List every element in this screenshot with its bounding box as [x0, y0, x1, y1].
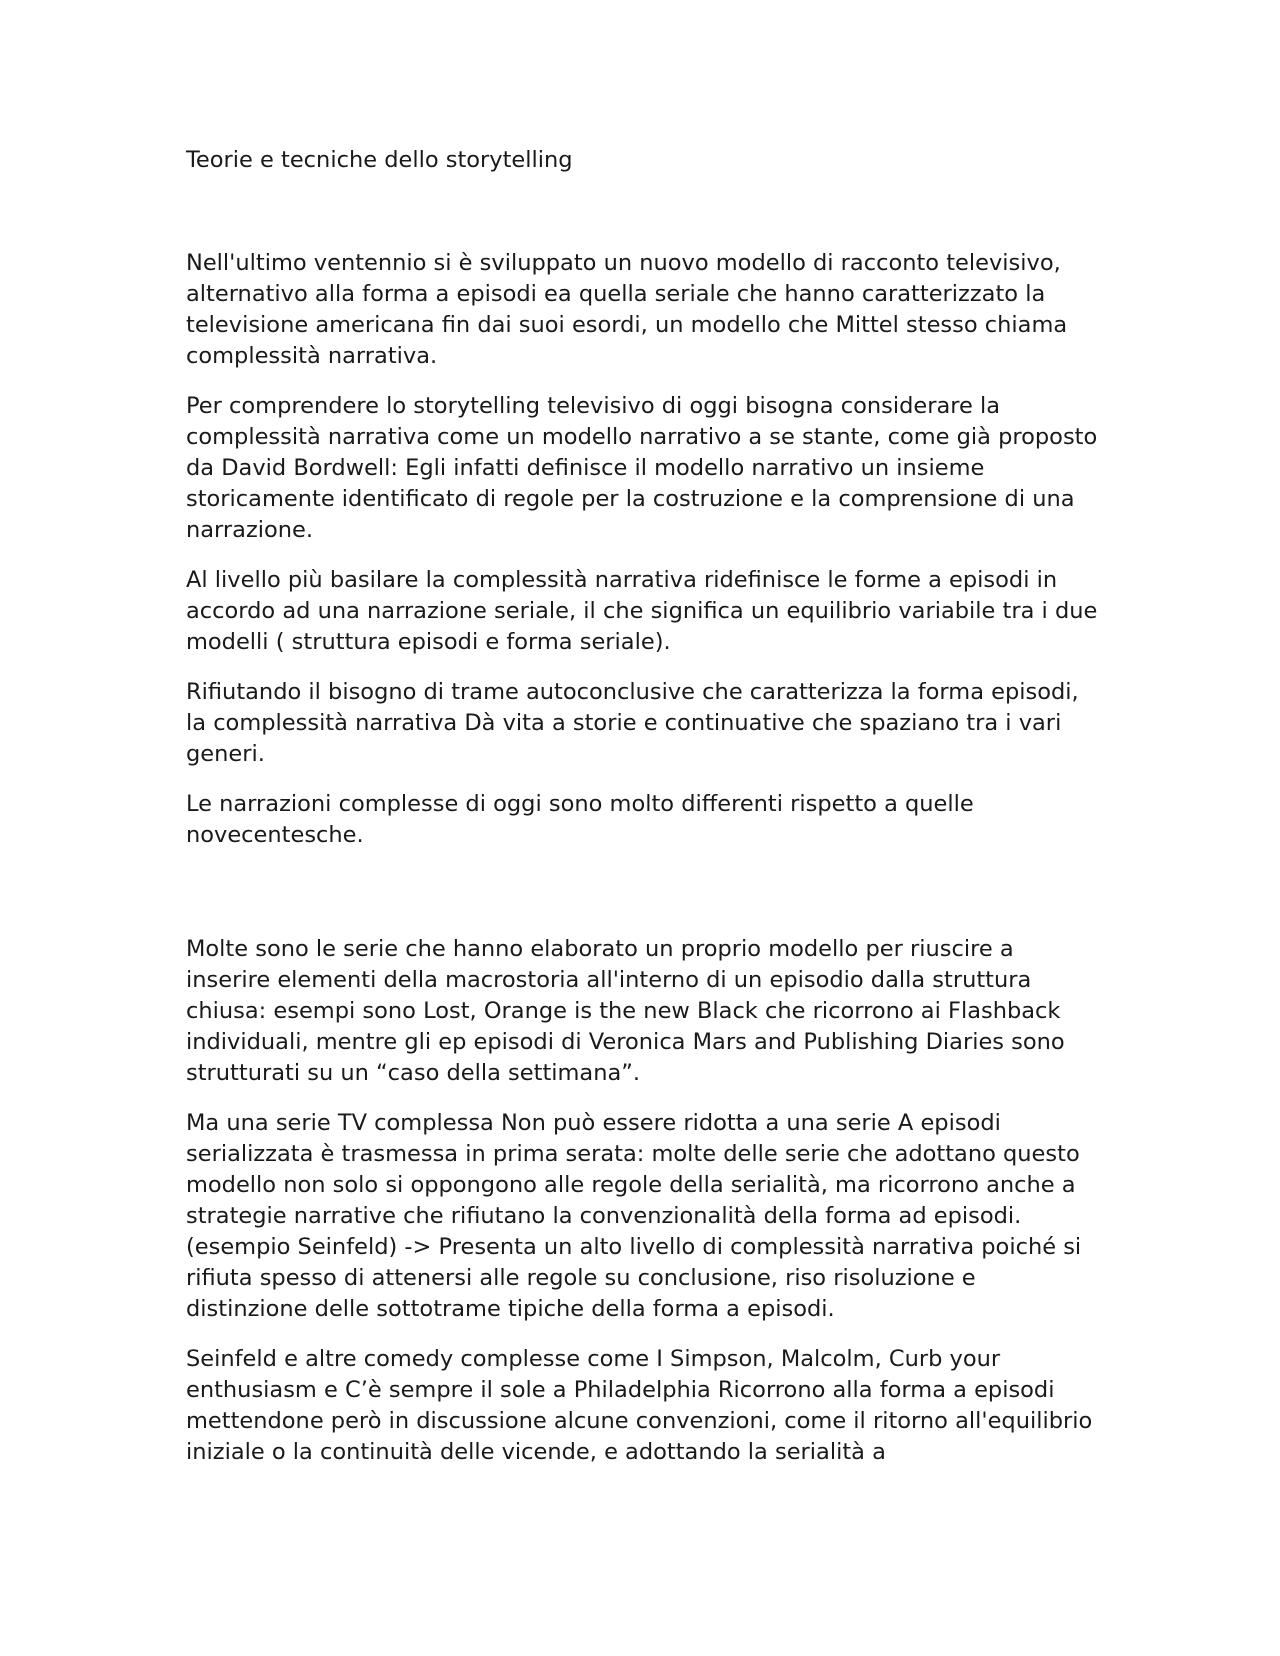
paragraph: Seinfeld e altre comedy complesse come I Simpson, Malcolm, Curb your enthusiasm e C’è sempre il sole a Philadelphia Ricorrono alla forma a episodi mettendone però in discussione alcune convenzioni, come il ritorno all'equilibrio iniziale o la continuità delle vicende, e adottando la serialità a	[186, 1346, 1093, 1465]
paragraph: Molte sono le serie che hanno elaborato un proprio modello per riuscire a inserire elementi della macrostoria all'interno di un episodio dalla struttura chiusa: esempi sono Lost, Orange is the new Black che ricorrono ai Flashback individuali, mentre gli ep episodi di Veronica Mars and Publishing Diaries sono strutturati su un “caso della settimana”.	[186, 936, 1065, 1086]
paragraph: Ma una serie TV complessa Non può essere ridotta a una serie A episodi serializzata è trasmessa in prima serata: molte delle serie che adottano questo modello non solo si oppongono alle regole della serialità, ma ricorrono anche a strategie narrative che rifiutano la convenzionalità della forma ad episodi. (esempio Seinfeld) -> Presenta un alto livello di complessità narrativa poiché si rifiuta spesso di attenersi alle regole su conclusione, riso risoluzione e distinzione delle sottotrame tipiche della forma a episodi.	[186, 1110, 1082, 1322]
paragraph: Nell'ultimo ventennio si è sviluppato un nuovo modello di racconto televisivo, alternativo alla forma a episodi ea quella seriale che hanno caratterizzato la televisione americana fin dai suoi esordi, un modello che Mittel stesso chiama complessità narrativa.	[186, 250, 1068, 369]
document-body	[186, 145, 1100, 1487]
document-title: Teorie e tecniche dello storytelling	[186, 147, 573, 173]
paragraph: Per comprendere lo storytelling televisivo di oggi bisogna considerare la complessità narrativa come un modello narrativo a se stante, come già proposto da David Bordwell: Egli infatti definisce il modello narrativo un insieme storicamente identificato di regole per la costruzione e la comprensione di una narrazione.	[186, 393, 1098, 543]
paragraph: Al livello più basilare la complessità narrativa ridefinisce le forme a episodi in accordo ad una narrazione seriale, il che significa un equilibrio variabile tra i due modelli ( struttura episodi e forma seriale).	[186, 567, 1098, 655]
paragraph: Rifiutando il bisogno di trame autoconclusive che caratterizza la forma episodi, la complessità narrativa Dà vita a storie e continuative che spaziano tra i vari generi.	[186, 679, 1079, 767]
paragraph-spacer	[186, 870, 1100, 934]
paragraph: Le narrazioni complesse di oggi sono molto differenti rispetto a quelle novecentesche.	[186, 791, 974, 848]
